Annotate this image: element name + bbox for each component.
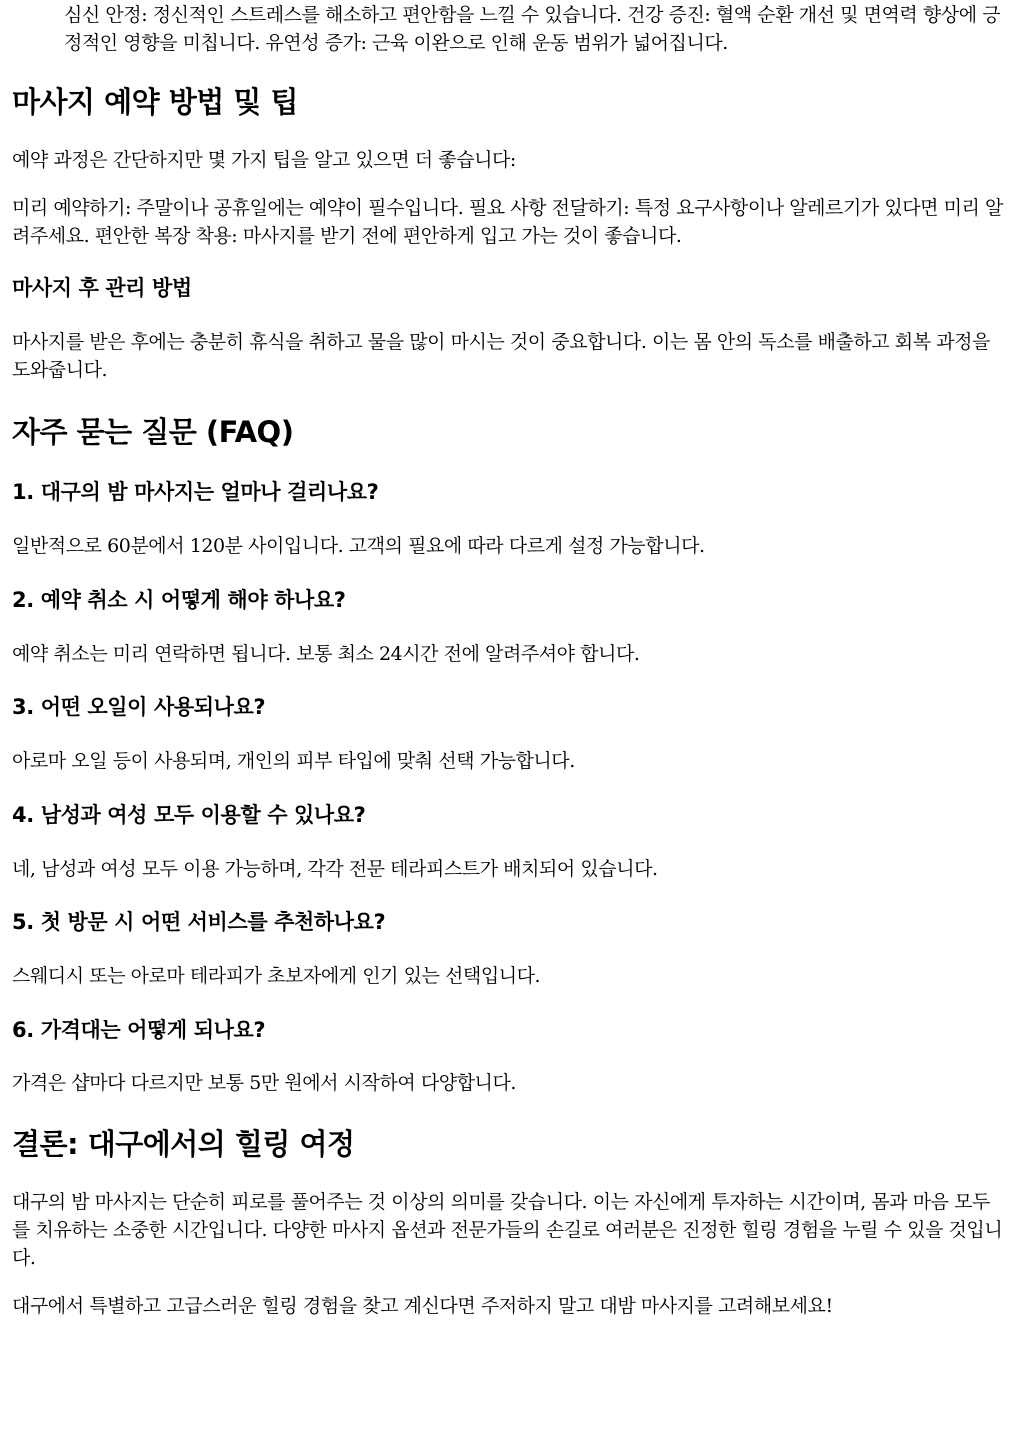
booking-tips-paragraph: 미리 예약하기: 주말이나 공휴일에는 예약이 필수입니다. 필요 사항 전달하기: 특정 요구사항이나 알레르기가 있다면 미리 알려주세요. 편안한 복장 착용: 마사지를 받기 전에 편안하게 입고 가는 것이 좋습니다. xyxy=(12,197,1003,247)
conclusion-paragraph: 대구의 밤 마사지는 단순히 피로를 풀어주는 것 이상의 의미를 갖습니다. 이는 자신에게 투자하는 시간이며, 몸과 마음 모두를 치유하는 소중한 시간입니다. 다양한 마사지 옵션과 전문가들의 손길로 여러분은 진정한 힐링 경험을 누릴 수 있을 것입니다. xyxy=(12,1191,1003,1269)
faq-section-heading: 자주 묻는 질문 (FAQ) xyxy=(12,415,294,449)
aftercare-heading: 마사지 후 관리 방법 xyxy=(12,276,192,300)
document-page xyxy=(12,0,1004,1317)
conclusion-cta-paragraph: 대구에서 특별하고 고급스러운 힐링 경험을 찾고 계신다면 주저하지 말고 대밤 마사지를 고려해보세요! xyxy=(12,1295,833,1317)
faq-question: 5. 첫 방문 시 어떤 서비스를 추천하나요? xyxy=(12,910,386,934)
faq-answer: 일반적으로 60분에서 120분 사이입니다. 고객의 필요에 따라 다르게 설정 가능합니다. xyxy=(12,535,705,557)
aftercare-paragraph: 마사지를 받은 후에는 충분히 휴식을 취하고 물을 많이 마시는 것이 중요합니다. 이는 몸 안의 독소를 배출하고 회복 과정을 도와줍니다. xyxy=(12,331,990,381)
booking-lead-paragraph: 예약 과정은 간단하지만 몇 가지 팁을 알고 있으면 더 좋습니다: xyxy=(12,149,516,171)
faq-question: 6. 가격대는 어떻게 되나요? xyxy=(12,1018,266,1042)
faq-answer: 예약 취소는 미리 연락하면 됩니다. 보통 최소 24시간 전에 알려주셔야 합니다. xyxy=(12,643,640,665)
faq-question: 2. 예약 취소 시 어떻게 해야 하나요? xyxy=(12,588,346,612)
conclusion-heading: 결론: 대구에서의 힐링 여정 xyxy=(12,1127,355,1161)
intro-paragraph: 심신 안정: 정신적인 스트레스를 해소하고 편안함을 느낄 수 있습니다. 건강 증진: 혈액 순환 개선 및 면역력 향상에 긍정적인 영향을 미칩니다. 유연성 증가: 근육 이완으로 인해 운동 범위가 넓어집니다. xyxy=(64,4,1001,54)
faq-question: 1. 대구의 밤 마사지는 얼마나 걸리나요? xyxy=(12,480,379,504)
faq-question: 3. 어떤 오일이 사용되나요? xyxy=(12,695,266,719)
faq-answer: 네, 남성과 여성 모두 이용 가능하며, 각각 전문 테라피스트가 배치되어 있습니다. xyxy=(12,858,658,880)
faq-answer: 가격은 샵마다 다르지만 보통 5만 원에서 시작하여 다양합니다. xyxy=(12,1072,516,1094)
faq-question: 4. 남성과 여성 모두 이용할 수 있나요? xyxy=(12,803,366,827)
faq-answer: 스웨디시 또는 아로마 테라피가 초보자에게 인기 있는 선택입니다. xyxy=(12,965,541,987)
faq-answer: 아로마 오일 등이 사용되며, 개인의 피부 타입에 맞춰 선택 가능합니다. xyxy=(12,750,575,772)
booking-section-heading: 마사지 예약 방법 및 팁 xyxy=(12,85,299,119)
